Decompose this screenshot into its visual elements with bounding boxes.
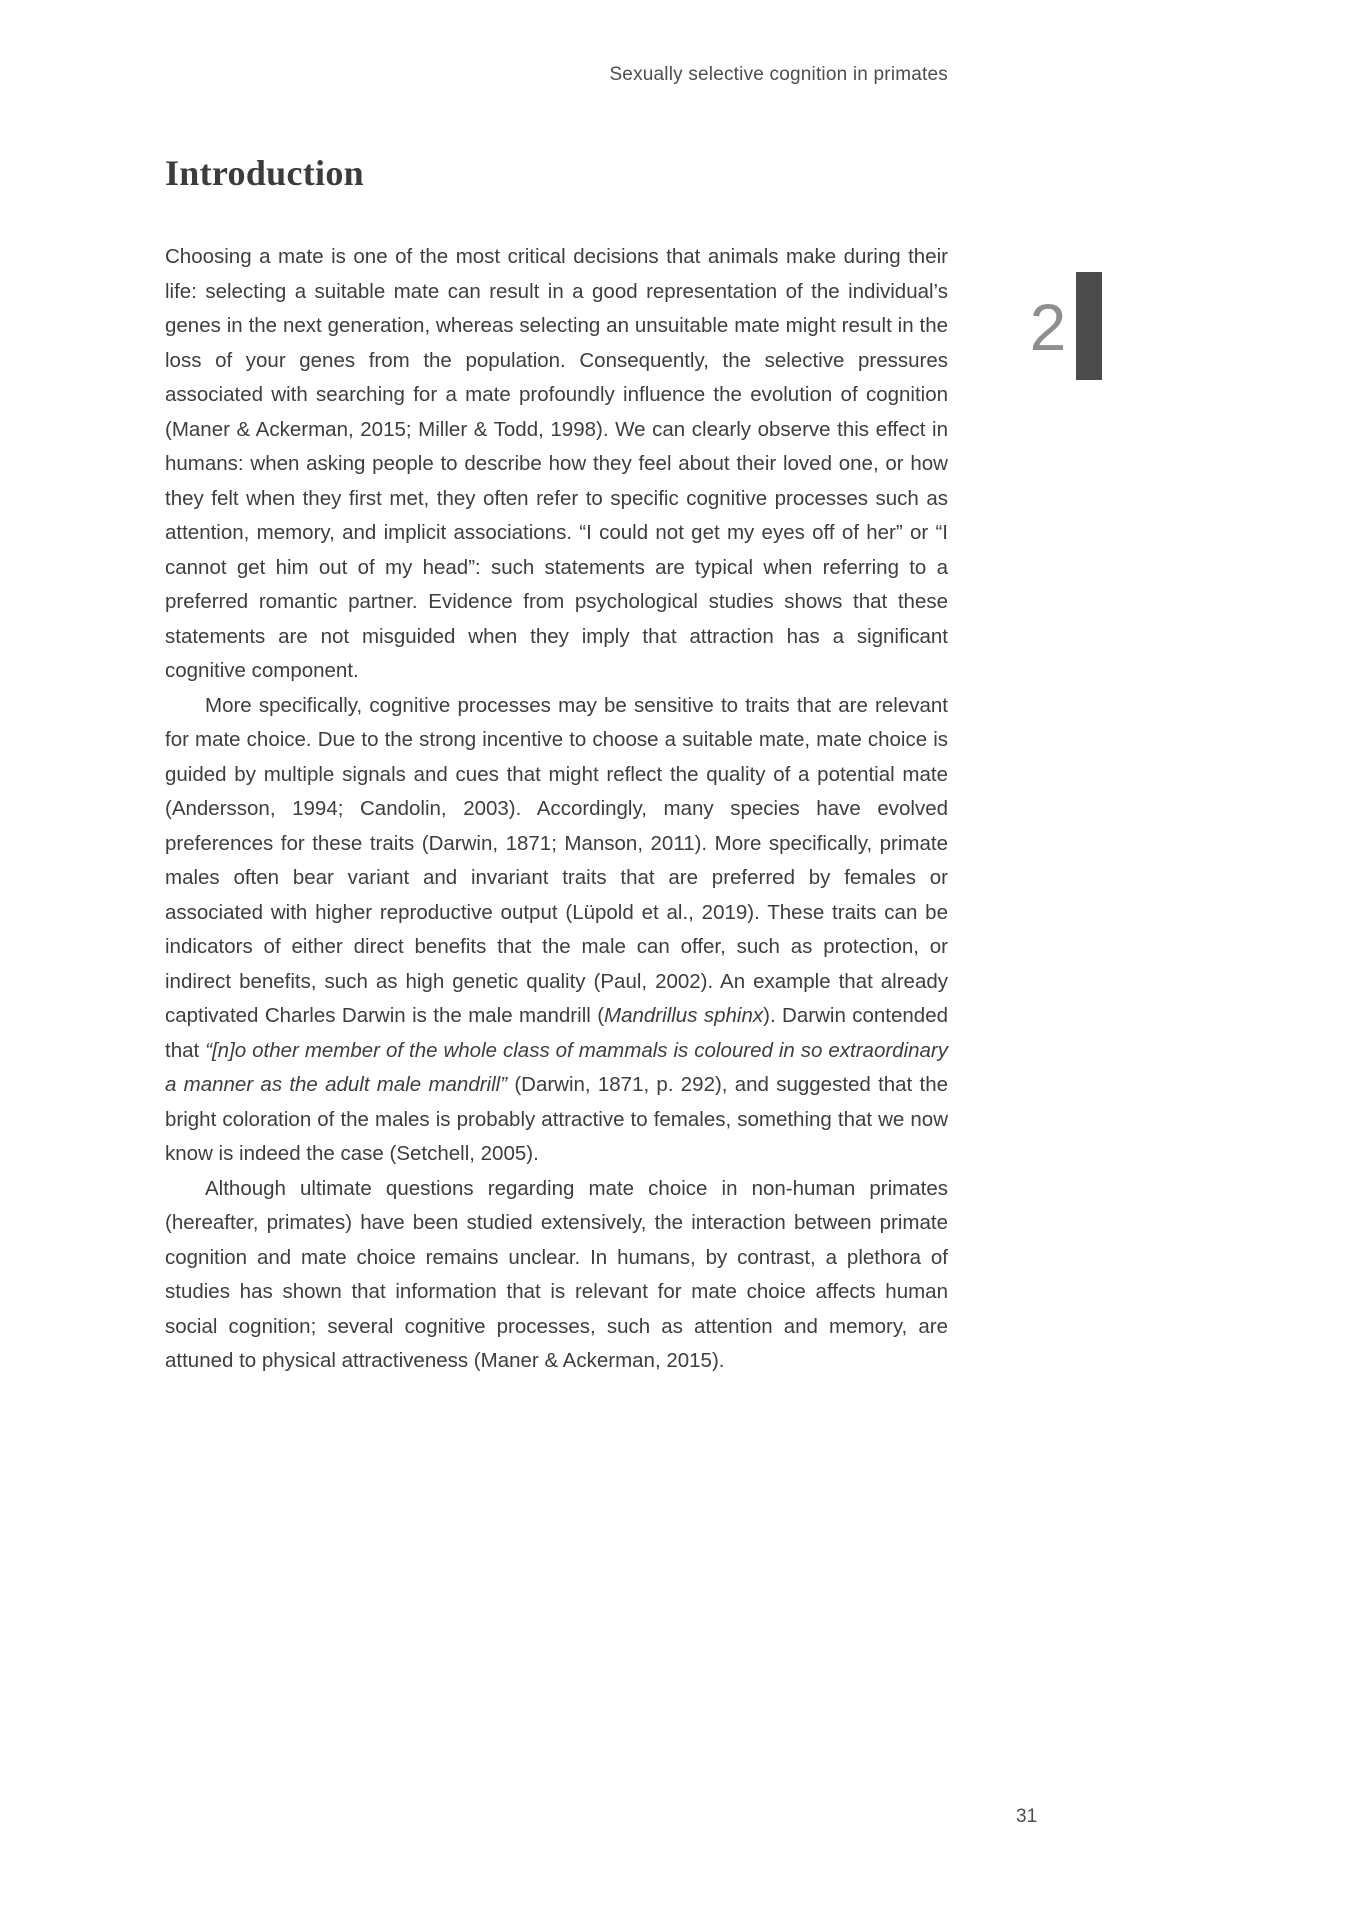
body-text: Although ultimate questions regarding mate choice in non-human primates (hereafter, primates) have been studied extensively, the interaction between primate cognition and mate choice remains unclear. In humans, by contrast, a plethora of studies has shown that information that is relevant for mate choice affects human social cognition; several cognitive processes, such as attention and memory, are attuned to physical attractiveness (Maner & Ackerman, 2015). <box>165 1176 948 1372</box>
paragraph <box>165 1172 948 1379</box>
body-text: (Darwin, 1871, p. 292), and suggested that the bright coloration of the males is probably attractive to females, something that we now know is indeed the case (Setchell, 2005). <box>165 1073 949 1165</box>
chapter-number: 2 <box>1029 290 1067 364</box>
chapter-tab <box>1076 272 1102 380</box>
body-text: ). Darwin contended that <box>165 1004 948 1062</box>
paragraph <box>165 240 948 689</box>
running-header: Sexually selective cognition in primates <box>609 64 948 85</box>
paragraph <box>165 689 948 1172</box>
body-text: Choosing a mate is one of the most critical decisions that animals make during their life: selecting a suitable mate can result in a good representation of the individual’s genes in the next generation, whereas selecting an unsuitable mate might result in the loss of your genes from the population. Consequently, the selective pressures associated with searching for a mate profoundly influence the evolution of cognition (Maner & Ackerman, 2015; Miller & Todd, 1998). We can clearly observe this effect in humans: when asking people to describe how they feel about their loved one, or how they felt when they first met, they often refer to specific cognitive processes such as attention, memory, and implicit associations. “I could not get my eyes off of her” or “I cannot get him out of my head”: such statements are typical when referring to a preferred romantic partner. Evidence from psychological studies shows that these statements are not misguided when they imply that attraction has a significant cognitive component. <box>165 245 948 682</box>
main-content <box>165 152 948 1379</box>
italic-text: “[n]o other member of the whole class of mammals is coloured in so extraordinary a manner as the adult male mandrill” <box>165 1038 949 1096</box>
section-title: Introduction <box>165 153 364 193</box>
body-text: More specifically, cognitive processes may be sensitive to traits that are relevant for mate choice. Due to the strong incentive to choose a suitable mate, mate choice is guided by multiple signals and cues that might reflect the quality of a potential mate (Andersson, 1994; Candolin, 2003). Accordingly, many species have evolved preferences for these traits (Darwin, 1871; Manson, 2011). More specifically, primate males often bear variant and invariant traits that are preferred by females or associated with higher reproductive output (Lüpold et al., 2019). These traits can be indicators of either direct benefits that the male can offer, such as protection, or indirect benefits, such as high genetic quality (Paul, 2002). An example that already captivated Charles Darwin is the male mandrill ( <box>165 693 948 1027</box>
italic-text: Mandrillus sphinx <box>604 1004 764 1027</box>
page-number: 31 <box>1016 1806 1038 1827</box>
